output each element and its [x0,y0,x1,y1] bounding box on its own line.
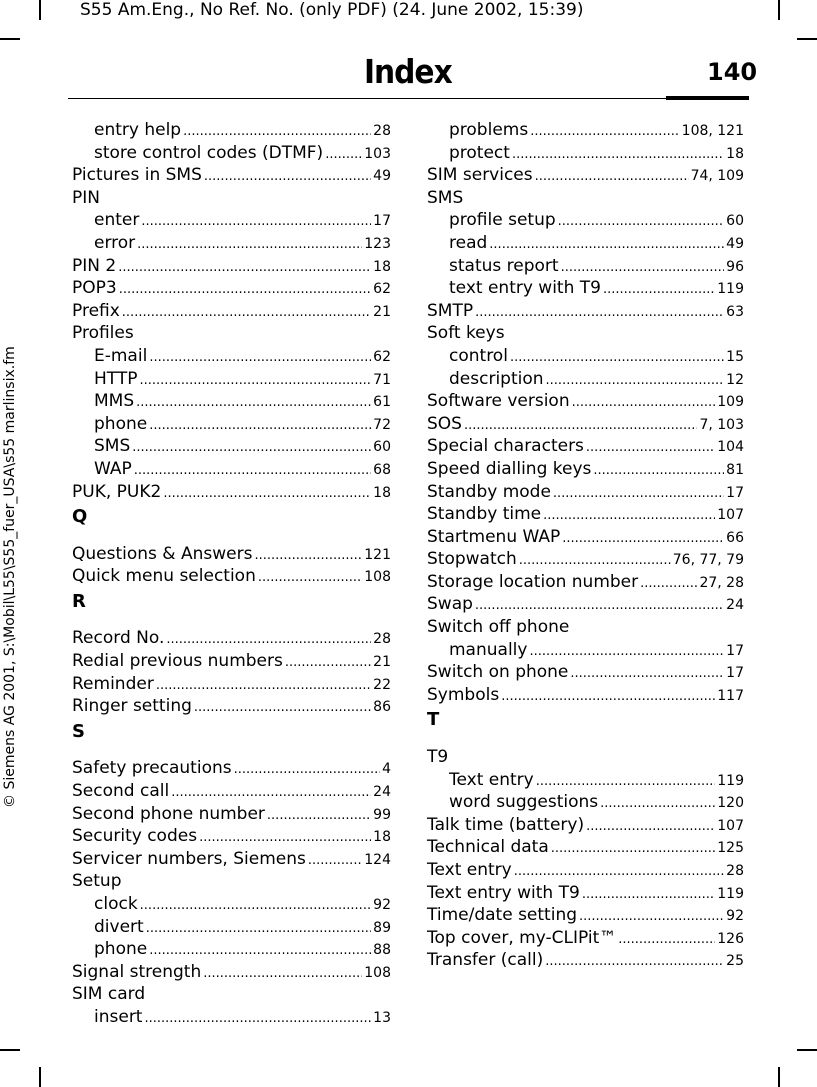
index-subentry [72,894,391,917]
index-entry [427,165,744,188]
entry-label: MMS [94,391,135,412]
entry-page-reference: 27, 28 [699,574,744,591]
index-subentry [427,256,744,279]
index-group-heading: Soft keys [427,323,505,344]
index-entry [427,504,744,527]
entry-page-reference: 17 [726,484,744,501]
index-subentry [427,369,744,392]
leader-dots [132,440,371,455]
entry-page-reference: 7, 103 [699,416,744,433]
entry-label: Standby time [427,504,542,525]
entry-page-reference: 18 [373,484,391,501]
entry-label: read [449,232,488,253]
leader-dots [543,508,715,523]
leader-dots [529,644,724,659]
entry-label: SIM services [427,165,533,186]
leader-dots [593,463,724,478]
entry-label: Signal strength [72,961,202,982]
leader-dots [163,486,371,501]
leader-dots [308,853,362,868]
index-subentry [72,369,391,392]
index-entry [72,628,391,651]
leader-dots [171,785,371,800]
entry-label: description [449,368,544,389]
entry-page-reference: 104 [717,439,744,456]
index-entry [427,301,744,324]
entry-page-reference: 126 [717,930,744,947]
index-entry [72,804,391,827]
index-entry [72,962,391,985]
entry-page-reference: 89 [373,919,391,936]
index-entry [427,685,744,708]
index-subentry [427,278,744,301]
index-group-heading: SMS [427,187,464,208]
entry-label: Prefix [72,300,120,321]
index-subentry [427,792,744,815]
leader-dots [489,237,724,252]
leader-dots [579,909,724,924]
crop-mark [39,1067,41,1087]
leader-dots [156,678,371,693]
leader-dots [640,576,697,591]
entry-page-reference: 96 [726,258,744,275]
entry-label: Special characters [427,436,584,457]
leader-dots [118,260,371,275]
entry-page-reference: 92 [373,897,391,913]
header-rule [68,98,749,99]
entry-label: POP3 [72,278,117,299]
entry-label: phone [94,939,148,960]
entry-label: Speed dialling keys [427,458,592,479]
entry-label: Symbols [427,684,500,705]
entry-page-reference: 17 [373,213,391,230]
entry-label: Questions & Answers [72,543,253,564]
entry-page-reference: 99 [373,806,391,823]
entry-page-reference: 49 [726,235,744,252]
leader-dots [536,774,716,789]
entry-page-reference: 103 [364,145,391,162]
leader-dots [149,943,371,958]
entry-label: PUK, PUK2 [72,481,162,502]
index-subentry [427,120,744,143]
header-rule-accent [666,96,749,100]
entry-page-reference: 108 [364,964,391,981]
entry-label: SMS [94,436,131,457]
leader-dots [570,666,724,681]
entry-page-reference: 72 [373,416,391,433]
index-entry [427,527,744,550]
index-subentry [72,346,391,369]
entry-label: Technical data [427,837,549,858]
entry-label: WAP [94,458,132,479]
entry-label: Safety precautions [72,758,232,779]
leader-dots [285,655,371,670]
index-entry [427,436,744,459]
entry-page-reference: 125 [717,840,744,857]
entry-label: protect [449,142,510,163]
index-subentry [427,143,744,166]
entry-page-reference: 60 [373,439,391,456]
index-entry [427,414,744,437]
entry-page-reference: 17 [726,665,744,682]
leader-dots [545,954,724,969]
entry-label: clock [94,894,138,914]
entry-page-reference: 62 [373,348,391,365]
leader-dots [572,395,716,410]
page-title: Index [364,52,452,91]
entry-label: store control codes (DTMF) [94,142,324,163]
entry-label: Record No. [72,628,165,649]
index-group-heading: SIM card [72,984,146,1005]
entry-label: Top cover, my-CLIPit™ [427,927,617,948]
entry-page-reference: 4 [382,761,391,778]
index-entry [427,459,744,482]
entry-label: error [94,232,136,253]
side-copyright-note: © Siemens AG 2001, S:\Mobil\L55\S55_fuer_USA\s55 marlinsix.fm [2,346,18,808]
entry-page-reference: 68 [373,461,391,478]
entry-page-reference: 117 [717,687,744,704]
entry-page-reference: 74, 109 [690,168,744,185]
entry-label: divert [94,916,144,937]
index-group-heading: Switch off phone [427,617,570,638]
entry-page-reference: 86 [373,699,391,716]
entry-page-reference: 119 [717,885,744,902]
entry-page-reference: 88 [373,942,391,959]
entry-label: Reminder [72,673,154,694]
index-subentry [72,233,391,256]
leader-dots [134,463,371,478]
leader-dots [475,598,724,613]
entry-label: insert [94,1006,143,1027]
index-group-heading: PIN [72,187,100,208]
entry-label: Servicer numbers, Siemens [72,848,306,869]
index-subentry [72,143,391,166]
entry-page-reference: 60 [726,213,744,230]
leader-dots [199,830,371,845]
index-subentry [427,770,744,793]
entry-page-reference: 63 [726,303,744,320]
entry-page-reference: 71 [373,371,391,388]
leader-dots [586,440,715,455]
entry-label: text entry with T9 [449,278,601,299]
entry-page-reference: 18 [726,145,744,162]
entry-label: Ringer setting [72,696,192,717]
entry-label: profile setup [449,210,556,231]
entry-page-reference: 24 [373,784,391,801]
index-subentry [72,1007,391,1030]
entry-page-reference: 66 [726,529,744,546]
entry-label: Text entry [427,860,512,880]
leader-dots [546,373,725,388]
entry-label: control [449,345,508,366]
entry-page-reference: 22 [373,676,391,693]
entry-page-reference: 15 [726,348,744,365]
index-entry [72,278,391,301]
entry-page-reference: 61 [373,394,391,411]
entry-label: Transfer (call) [427,950,544,971]
leader-dots [325,147,362,162]
entry-page-reference: 76, 77, 79 [672,552,744,569]
index-entry [72,696,391,719]
entry-label: Time/date setting [427,905,578,926]
entry-label: Switch on phone [427,662,569,683]
entry-label: status report [449,255,559,276]
crop-mark [0,38,20,40]
index-subentry [72,210,391,233]
entry-page-reference: 21 [373,654,391,671]
leader-dots [582,887,715,902]
entry-label: Standby mode [427,481,551,502]
index-entry [427,482,744,505]
leader-dots [258,570,362,585]
leader-dots [234,762,380,777]
entry-label: Stopwatch [427,549,517,570]
index-entry [72,165,391,188]
entry-page-reference: 119 [717,281,744,298]
index-entry [427,883,744,906]
index-subentry [72,939,391,962]
leader-dots [553,486,724,501]
entry-page-reference: 24 [726,597,744,614]
crop-mark [778,1067,780,1087]
entry-label: enter [94,210,140,231]
entry-label: Storage location number [427,571,639,592]
entry-label: Pictures in SMS [72,165,202,186]
index-subentry [427,346,744,369]
index-subentry [72,917,391,940]
entry-label: phone [94,413,148,434]
leader-dots [618,932,715,947]
entry-page-reference: 81 [726,461,744,478]
leader-dots [140,898,372,913]
leader-dots [149,350,371,365]
index-entry [427,662,744,685]
entry-page-reference: 28 [726,863,744,879]
entry-label: manually [449,639,528,660]
entry-label: Swap [427,594,473,615]
index-subentry [72,459,391,482]
index-column-left [72,120,391,1030]
entry-page-reference: 21 [373,303,391,320]
leader-dots [512,147,724,162]
entry-label: Second phone number [72,803,265,824]
index-column-right [427,120,744,973]
entry-page-reference: 28 [373,631,391,648]
entry-label: Quick menu selection [72,566,256,587]
entry-label: Software version [427,391,570,412]
entry-page-reference: 18 [373,829,391,846]
index-entry [72,781,391,804]
entry-page-reference: 25 [726,953,744,970]
entry-label: word suggestions [449,792,599,813]
leader-dots [119,282,371,297]
leader-dots [514,864,724,879]
entry-page-reference: 17 [726,642,744,659]
entry-page-reference: 120 [717,795,744,812]
leader-dots [464,418,698,433]
entry-page-reference: 13 [373,1009,391,1026]
leader-dots [149,418,371,433]
index-subentry [427,210,744,233]
entry-page-reference: 108, 121 [681,123,744,139]
leader-dots [254,548,362,563]
leader-dots [203,966,362,981]
index-entry [427,594,744,617]
index-entry [72,544,391,567]
index-entry [72,301,391,324]
index-letter-heading: R [72,590,86,612]
leader-dots [146,921,371,936]
crop-mark [797,1049,817,1051]
leader-dots [551,841,716,856]
index-entry [427,905,744,928]
entry-label: problems [449,120,529,140]
index-entry [427,391,744,414]
crop-mark [778,0,780,20]
entry-label: SMTP [427,300,474,321]
entry-page-reference: 62 [373,281,391,298]
leader-dots [562,531,724,546]
index-entry [72,826,391,849]
leader-dots [140,373,372,388]
index-letter-heading: T [427,709,440,731]
entry-page-reference: 12 [726,371,744,388]
leader-dots [204,169,371,184]
leader-dots [141,214,371,229]
entry-page-reference: 124 [364,851,391,868]
entry-label: Talk time (battery) [427,814,585,835]
index-entry [72,758,391,781]
leader-dots [475,305,724,320]
index-subentry [72,436,391,459]
entry-page-reference: 123 [364,235,391,252]
index-group-heading: Setup [72,871,122,892]
entry-page-reference: 121 [364,546,391,563]
page-number: 140 [707,58,758,86]
entry-page-reference: 119 [717,772,744,789]
index-entry [72,674,391,697]
entry-page-reference: 28 [373,123,391,139]
leader-dots [144,1011,371,1026]
leader-dots [137,237,362,252]
entry-label: Security codes [72,826,198,847]
entry-label: Second call [72,781,170,802]
index-entry [72,849,391,872]
index-entry [427,815,744,838]
index-entry [72,482,391,505]
leader-dots [267,808,371,823]
leader-dots [183,124,371,139]
entry-label: Text entry with T9 [427,882,580,903]
leader-dots [600,796,715,811]
leader-dots [501,689,715,704]
index-entry [427,549,744,572]
entry-page-reference: 49 [373,168,391,185]
crop-mark [39,0,41,20]
leader-dots [535,169,689,184]
entry-page-reference: 92 [726,908,744,925]
entry-page-reference: 108 [364,569,391,586]
running-head: S55 Am.Eng., No Ref. No. (only PDF) (24. June 2002, 15:39) [80,0,584,20]
index-group-heading: T9 [427,747,449,768]
index-letter-heading: Q [72,506,88,528]
crop-mark [0,1049,20,1051]
index-subentry [72,120,391,143]
leader-dots [603,282,715,297]
leader-dots [136,395,371,410]
leader-dots [586,819,715,834]
entry-label: E-mail [94,345,148,366]
index-entry [427,928,744,951]
entry-label: Redial previous numbers [72,651,283,672]
leader-dots [558,214,725,229]
leader-dots [166,632,371,647]
index-entry [72,256,391,279]
index-entry [427,950,744,973]
index-entry [427,860,744,883]
index-subentry [72,414,391,437]
entry-label: SOS [427,413,462,434]
leader-dots [194,700,371,715]
index-entry [72,566,391,589]
entry-page-reference: 107 [717,817,744,834]
entry-label: entry help [94,120,182,140]
entry-page-reference: 18 [373,258,391,275]
index-group-heading: Profiles [72,323,134,344]
leader-dots [122,305,371,320]
entry-label: Startmenu WAP [427,526,561,547]
crop-mark [797,38,817,40]
index-subentry [427,640,744,663]
index-entry [427,572,744,595]
leader-dots [510,350,724,365]
entry-page-reference: 109 [717,394,744,411]
index-subentry [427,233,744,256]
leader-dots [530,124,679,139]
entry-label: Text entry [449,769,534,790]
leader-dots [561,260,725,275]
index-letter-heading: S [72,720,85,742]
entry-label: PIN 2 [72,255,117,276]
leader-dots [519,553,671,568]
index-entry [72,651,391,674]
entry-page-reference: 107 [717,507,744,524]
index-subentry [72,391,391,414]
index-entry [427,837,744,860]
entry-label: HTTP [94,368,138,389]
